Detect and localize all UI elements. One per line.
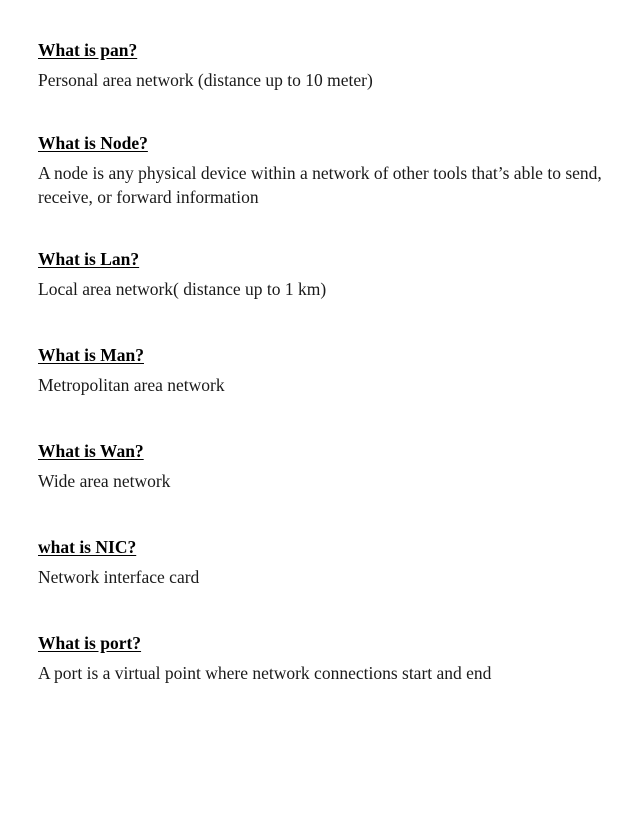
question-heading: What is Wan? [38,441,144,461]
qa-item-port [38,633,608,685]
question-heading: What is Man? [38,345,144,365]
answer-text: Wide area network [38,471,171,491]
question-heading: What is pan? [38,40,138,60]
qa-item-nic [38,537,608,589]
qa-item-node [38,133,608,209]
qa-item-lan [38,249,608,301]
question-heading: What is port? [38,633,142,653]
answer-text: Metropolitan area network [38,375,225,395]
answer-text: Local area network( distance up to 1 km) [38,279,327,299]
qa-item-pan [38,40,608,92]
question-heading: What is Node? [38,133,148,153]
qa-item-man [38,345,608,397]
answer-text: Network interface card [38,567,200,587]
answer-text: Personal area network (distance up to 10 meter) [38,70,373,90]
answer-text: A port is a virtual point where network connections start and end [38,663,492,683]
answer-text: A node is any physical device within a network of other tools that’s able to send, receive, or forward information [38,163,602,207]
question-heading: what is NIC? [38,537,137,557]
question-heading: What is Lan? [38,249,140,269]
qa-item-wan [38,441,608,493]
